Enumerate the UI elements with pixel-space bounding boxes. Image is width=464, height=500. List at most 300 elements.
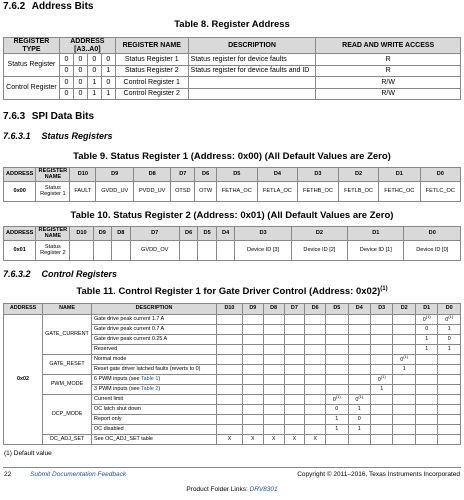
bit-cell [348, 375, 370, 385]
bit-cell [393, 415, 415, 425]
description-cell: OC disabled [92, 425, 217, 435]
header-cell: D4 [216, 227, 235, 241]
bit-cell: 0 [326, 405, 348, 415]
bit-cell [371, 315, 393, 325]
bit-cell: 1 [438, 345, 461, 355]
description-cell: Current limit [92, 395, 217, 405]
header-cell: D2 [339, 168, 379, 182]
bit-cell: X [263, 435, 284, 445]
field-name-cell: GATE_RESET [43, 355, 92, 375]
bit-cell [371, 355, 393, 365]
header-cell: D5 [198, 227, 217, 241]
bit-cell [284, 425, 305, 435]
bit-cell: 0$^{(1)}$ [348, 395, 370, 405]
header-cell: D1 [348, 227, 404, 241]
bit-cell [305, 315, 326, 325]
bit-cell [263, 325, 284, 335]
bit-cell [179, 241, 198, 261]
bit-cell [217, 415, 243, 425]
header-cell: REGISTER NAME [36, 227, 70, 241]
bit-cell: Device ID [1] [348, 241, 404, 261]
register-name-cell: Status Register 2 [115, 65, 188, 77]
bit-cell: FETHC_OC [379, 182, 420, 202]
bit-cell [284, 325, 305, 335]
bit-cell [326, 385, 348, 395]
bit-cell [415, 425, 437, 435]
bit-cell [348, 345, 370, 355]
address-bit: 0 [101, 54, 115, 66]
bit-cell [438, 365, 461, 375]
address-bit: 0 [59, 88, 73, 100]
header-cell: D5 [326, 304, 348, 315]
product-links-label: Product Folder Links: [186, 486, 250, 493]
bit-cell [415, 405, 437, 415]
bit-cell [438, 415, 461, 425]
bit-cell: FETLA_OC [257, 182, 297, 202]
footnote-ref: (1) [380, 374, 386, 380]
register-name-cell: Status Register 2 [36, 241, 70, 261]
bit-cell: Device ID [2] [291, 241, 347, 261]
header-cell: D8 [134, 168, 171, 182]
access-cell: R/W [316, 77, 461, 89]
bit-cell [348, 435, 370, 445]
bit-cell [371, 325, 393, 335]
bit-cell [242, 325, 263, 335]
footnote-ref: (1) [403, 354, 409, 360]
bit-cell [242, 345, 263, 355]
bit-cell [371, 405, 393, 415]
bit-cell [348, 365, 370, 375]
bit-cell [415, 435, 437, 445]
header-cell: D2 [393, 304, 415, 315]
bit-cell [415, 385, 437, 395]
bit-cell [393, 335, 415, 345]
register-address-table [3, 37, 461, 100]
bit-cell [326, 435, 348, 445]
bit-cell [393, 425, 415, 435]
bit-cell: Device ID [0] [404, 241, 461, 261]
bit-cell [415, 415, 437, 425]
bit-cell [371, 335, 393, 345]
bit-cell [393, 395, 415, 405]
bit-cell [217, 405, 243, 415]
address-bit: 0 [73, 88, 87, 100]
bit-cell [438, 385, 461, 395]
description-cell: Status register for device faults [188, 54, 316, 66]
address-bit: 0 [73, 65, 87, 77]
bit-cell [242, 395, 263, 405]
bit-cell: X [242, 435, 263, 445]
bit-cell [263, 345, 284, 355]
bit-cell [326, 365, 348, 375]
bit-cell [305, 345, 326, 355]
bit-cell [305, 405, 326, 415]
bit-cell [198, 241, 217, 261]
header-cell: D7 [284, 304, 305, 315]
bit-cell: X [284, 435, 305, 445]
table-row [4, 315, 461, 325]
header-cell: D2 [291, 227, 347, 241]
address-bit: 0 [59, 65, 73, 77]
section-number: 7.6.3.1 [3, 131, 31, 141]
bit-cell [217, 345, 243, 355]
header-cell: D5 [216, 168, 257, 182]
address-bit: 0 [87, 54, 101, 66]
field-name-cell: GATE_CURRENT [43, 315, 92, 355]
address-cell: 0x02 [4, 315, 43, 445]
address-bit: 0 [87, 65, 101, 77]
description-cell: Reset gate driver latched faults (reverts to 0) [92, 365, 217, 375]
address-bit: 1 [87, 77, 101, 89]
header-cell: D10 [70, 227, 93, 241]
header-cell: D6 [195, 168, 216, 182]
bit-cell: FAULT [70, 182, 96, 202]
header-cell: D0 [404, 227, 461, 241]
bit-cell: Device ID [3] [235, 241, 291, 261]
bit-cell: 0$^{(1)}$ [371, 375, 393, 385]
bit-cell [305, 335, 326, 345]
bit-cell [415, 395, 437, 405]
bit-cell [326, 355, 348, 365]
bit-cell [263, 395, 284, 405]
bit-cell [393, 385, 415, 395]
description-cell: Gate drive peak current 0.25 A [92, 335, 217, 345]
address-bit: 1 [101, 65, 115, 77]
bit-cell [70, 241, 93, 261]
bit-cell [217, 325, 243, 335]
bit-cell [438, 435, 461, 445]
bit-cell [242, 385, 263, 395]
bit-cell [305, 395, 326, 405]
bit-cell [93, 241, 112, 261]
bit-cell [263, 385, 284, 395]
bit-cell [393, 405, 415, 415]
bit-cell [348, 385, 370, 395]
bit-cell: FETLB_OC [339, 182, 379, 202]
bit-cell [415, 365, 437, 375]
bit-cell [326, 375, 348, 385]
bit-cell [326, 325, 348, 335]
access-cell: R [316, 54, 461, 66]
field-name-cell: OCP_MODE [43, 395, 92, 435]
product-link[interactable]: DRV8301 [249, 486, 278, 493]
header-cell: D10 [217, 304, 243, 315]
bit-cell [371, 345, 393, 355]
bit-cell: OTW [195, 182, 216, 202]
bit-cell [305, 325, 326, 335]
bit-cell [217, 315, 243, 325]
bit-cell [415, 375, 437, 385]
status-register-2-table [3, 226, 461, 261]
section-heading-7-6-3-2 [3, 269, 117, 279]
header-cell: D10 [70, 168, 96, 182]
bit-cell: 0$^{(1)}$ [415, 315, 437, 325]
bit-cell: OTSD [171, 182, 195, 202]
section-number: 7.6.2 [3, 1, 26, 12]
bit-cell: 0 [438, 335, 461, 345]
header-cell: REGISTER NAME [36, 168, 70, 182]
address-bit: 0 [73, 77, 87, 89]
table-row [4, 355, 461, 365]
bit-cell [393, 375, 415, 385]
field-name-cell: OC_ADJ_SET [43, 435, 92, 445]
bit-cell [305, 415, 326, 425]
access-cell: R/W [316, 88, 461, 100]
bit-cell [326, 345, 348, 355]
address-cell: 0x00 [4, 182, 36, 202]
bit-cell [326, 315, 348, 325]
bit-cell [305, 365, 326, 375]
address-cell: 0x01 [4, 241, 36, 261]
header-cell: D9 [93, 227, 112, 241]
bit-cell [263, 425, 284, 435]
bit-cell: GVDD_OV [130, 241, 179, 261]
header-cell: D3 [297, 168, 338, 182]
bit-cell: 0 [348, 415, 370, 425]
bit-cell [371, 415, 393, 425]
address-bit: 0 [73, 54, 87, 66]
bit-cell [263, 335, 284, 345]
bit-cell: 0$^{(1)}$ [326, 395, 348, 405]
bit-cell [348, 315, 370, 325]
status-register-1-table [3, 167, 461, 202]
header-access: READ AND WRITE ACCESS [316, 38, 461, 54]
bit-cell: 1 [326, 425, 348, 435]
table-row [4, 375, 461, 385]
bit-cell [217, 365, 243, 375]
header-cell: D9 [242, 304, 263, 315]
bit-cell [438, 375, 461, 385]
header-cell: D1 [415, 304, 437, 315]
bit-cell: 1 [393, 365, 415, 375]
caption-footnote-ref: (1) [380, 286, 388, 292]
bit-cell [284, 385, 305, 395]
bit-cell [216, 241, 235, 261]
header-cell: D7 [130, 227, 179, 241]
bit-cell [242, 315, 263, 325]
bit-cell [305, 355, 326, 365]
header-cell: DESCRIPTION [92, 304, 217, 315]
description-cell: OC latch shut down [92, 405, 217, 415]
caption-text: Table 11. Control Register 1 for Gate Driver Control (Address: 0x02) [76, 286, 381, 298]
bit-cell [371, 425, 393, 435]
field-name-cell: PWM_MODE [43, 375, 92, 395]
bit-cell [263, 375, 284, 385]
bit-cell [393, 435, 415, 445]
footnote: (1) Default value [4, 450, 52, 457]
description-cell: See OC_ADJ_SET table [92, 435, 217, 445]
header-description: DESCRIPTION [188, 38, 316, 54]
bit-cell [284, 375, 305, 385]
bit-cell [112, 241, 131, 261]
bit-cell [242, 425, 263, 435]
bit-cell [242, 405, 263, 415]
bit-cell [217, 395, 243, 405]
header-register-name: REGISTER NAME [115, 38, 188, 54]
table11-caption [0, 286, 464, 297]
bit-cell [284, 315, 305, 325]
header-cell: D3 [235, 227, 291, 241]
feedback-link[interactable]: Submit Documentation Feedback [30, 471, 127, 478]
address-bit: 0 [59, 54, 73, 66]
bit-cell [438, 355, 461, 365]
bit-cell [305, 375, 326, 385]
bit-cell [242, 335, 263, 345]
bit-cell: 1 [415, 335, 437, 345]
bit-cell: 1 [438, 325, 461, 335]
bit-cell [263, 355, 284, 365]
address-bit: 0 [101, 77, 115, 89]
footnote-ref: (1) [358, 394, 364, 400]
bit-cell: GVDD_UV [96, 182, 134, 202]
bit-cell [438, 395, 461, 405]
section-title: SPI Data Bits [31, 111, 95, 122]
bit-cell [242, 375, 263, 385]
bit-cell [263, 415, 284, 425]
header-address: ADDRESS [A3..A0] [59, 38, 115, 54]
header-cell: D6 [305, 304, 326, 315]
footnote-ref: (1) [335, 394, 341, 400]
table8-caption: Table 8. Register Address [174, 19, 290, 30]
description-cell: 3 PWM inputs (see Table 2) [92, 385, 217, 395]
header-cell: D9 [96, 168, 134, 182]
bit-cell [284, 345, 305, 355]
bit-cell [348, 325, 370, 335]
bit-cell [393, 325, 415, 335]
section-title: Address Bits [31, 1, 94, 12]
description-cell: Reserved [92, 345, 217, 355]
bit-cell [348, 335, 370, 345]
header-cell: NAME [43, 304, 92, 315]
footnote-ref: (1) [448, 314, 454, 320]
description-cell: Normal mode [92, 355, 217, 365]
bit-cell: 1 [348, 405, 370, 415]
bit-cell: FETHA_OC [216, 182, 257, 202]
description-cell: 6 PWM inputs (see Table 1) [92, 375, 217, 385]
table-row [4, 395, 461, 405]
bit-cell [263, 365, 284, 375]
bit-cell [217, 375, 243, 385]
bit-cell [415, 355, 437, 365]
bit-cell [438, 405, 461, 415]
bit-cell [393, 315, 415, 325]
bit-cell: FETHB_OC [297, 182, 338, 202]
table-link[interactable]: Table 2 [140, 385, 159, 392]
bit-cell: FETLC_OC [420, 182, 460, 202]
header-cell: D4 [348, 304, 370, 315]
bit-cell [371, 395, 393, 405]
header-cell: D1 [379, 168, 420, 182]
section-heading-7-6-3-1 [3, 131, 113, 141]
table-row [4, 435, 461, 445]
description-cell: Gate drive peak current 0.7 A [92, 325, 217, 335]
description-cell: Status register for device faults and ID [188, 65, 316, 77]
description-cell: Report only [92, 415, 217, 425]
copyright: Copyright © 2011–2016, Texas Instruments Incorporated [297, 471, 460, 478]
bit-cell [242, 355, 263, 365]
bit-cell: 1 [326, 415, 348, 425]
register-name-cell: Control Register 2 [115, 88, 188, 100]
bit-cell: X [305, 435, 326, 445]
bit-cell [284, 355, 305, 365]
header-cell: ADDRESS [4, 227, 36, 241]
bit-cell [242, 365, 263, 375]
bit-cell [371, 435, 393, 445]
bit-cell [242, 415, 263, 425]
bit-cell [348, 355, 370, 365]
bit-cell: 0$^{(1)}$ [393, 355, 415, 365]
bit-cell [217, 335, 243, 345]
bit-cell: 0 [415, 325, 437, 335]
register-name-cell: Status Register 1 [115, 54, 188, 66]
description-cell: Gate drive peak current 1.7 A [92, 315, 217, 325]
bit-cell: 0$^{(1)}$ [438, 315, 461, 325]
description-cell [188, 77, 316, 89]
bit-cell [263, 405, 284, 415]
bit-cell [284, 415, 305, 425]
header-cell: D0 [420, 168, 460, 182]
register-type-cell: Control Register [4, 77, 60, 100]
product-folder-links [0, 486, 464, 493]
table-link[interactable]: Table 1 [140, 375, 159, 382]
header-cell: ADDRESS [4, 304, 43, 315]
header-register-type: REGISTER TYPE [4, 38, 60, 54]
bit-cell [393, 345, 415, 355]
bit-cell [438, 425, 461, 435]
header-cell: D8 [263, 304, 284, 315]
header-cell: D7 [171, 168, 195, 182]
bit-cell: 1 [348, 425, 370, 435]
bit-cell [284, 395, 305, 405]
address-bit: 0 [59, 77, 73, 89]
section-number: 7.6.3 [3, 111, 26, 122]
register-type-cell: Status Register [4, 54, 60, 77]
bit-cell [305, 385, 326, 395]
bit-cell [284, 365, 305, 375]
bit-cell: 1 [415, 345, 437, 355]
bit-cell: X [217, 435, 243, 445]
register-name-cell: Control Register 1 [115, 77, 188, 89]
address-bit: 1 [87, 88, 101, 100]
register-name-cell: Status Register 1 [36, 182, 70, 202]
section-heading-7-6-3 [3, 111, 94, 122]
bit-cell: PVDD_UV [134, 182, 171, 202]
header-cell: D0 [438, 304, 461, 315]
control-register-1-table [3, 303, 461, 445]
section-heading-7-6-2 [3, 1, 93, 12]
bit-cell [305, 425, 326, 435]
bit-cell [217, 425, 243, 435]
bit-cell [284, 335, 305, 345]
access-cell: R [316, 65, 461, 77]
header-cell: ADDRESS [4, 168, 36, 182]
table9-caption: Table 9. Status Register 1 (Address: 0x00) (All Default Values are Zero) [73, 151, 391, 162]
footer-divider [3, 467, 461, 468]
bit-cell [217, 385, 243, 395]
bit-cell: 1 [371, 385, 393, 395]
bit-cell [217, 355, 243, 365]
section-title: Status Registers [41, 131, 113, 141]
section-title: Control Registers [41, 269, 118, 279]
bit-cell [371, 365, 393, 375]
bit-cell [326, 335, 348, 345]
table10-caption: Table 10. Status Register 2 (Address: 0x01) (All Default Values are Zero) [70, 210, 394, 221]
header-cell: D3 [371, 304, 393, 315]
bit-cell [263, 315, 284, 325]
section-number: 7.6.3.2 [3, 269, 31, 279]
address-bit: 1 [101, 88, 115, 100]
header-cell: D4 [257, 168, 297, 182]
